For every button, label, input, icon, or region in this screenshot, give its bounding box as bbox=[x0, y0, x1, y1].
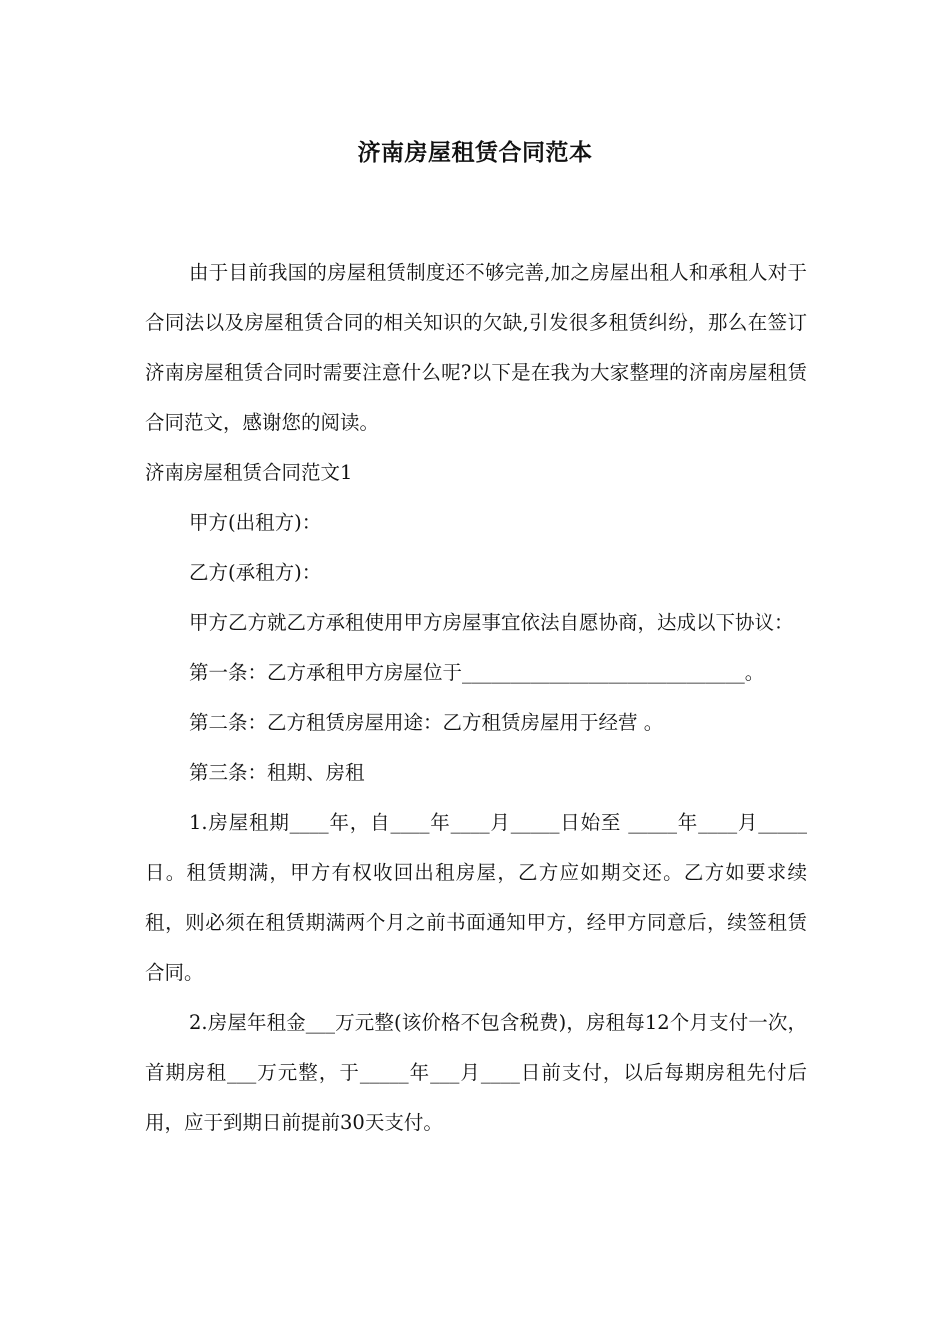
section-heading: 济南房屋租赁合同范文1 bbox=[145, 461, 353, 484]
article-3: 第三条：租期、房租 bbox=[189, 761, 365, 784]
document-body bbox=[145, 248, 807, 1148]
article-2: 第二条：乙方租赁房屋用途：乙方租赁房屋用于经营 。 bbox=[189, 711, 664, 734]
document-title: 济南房屋租赁合同范本 bbox=[357, 140, 593, 166]
clause-2: 2.房屋年租金___万元整(该价格不包含税费)，房租每12个月支付一次，首期房租___万元整，于_____年___月____日前支付，以后每期房租先付后用，应于到期日前提前30天支付。 bbox=[145, 1011, 807, 1134]
clause-1: 1.房屋租期____年，自____年____月_____日始至 _____年____月_____日。租赁期满，甲方有权收回出租房屋，乙方应如期交还。乙方如要求续租，则必须在租赁期满两个月之前书面通知甲方，经甲方同意后，续签租赁合同。 bbox=[145, 811, 807, 984]
party-b-line: 乙方(承租方)： bbox=[189, 561, 322, 584]
intro-paragraph: 由于目前我国的房屋租赁制度还不够完善,加之房屋出租人和承租人对于合同法以及房屋租赁合同的相关知识的欠缺,引发很多租赁纠纷，那么在签订济南房屋租赁合同时需要注意什么呢?以下是在我为大家整理的济南房屋租赁合同范文，感谢您的阅读。 bbox=[145, 261, 807, 434]
agreement-paragraph: 甲方乙方就乙方承租使用甲方房屋事宜依法自愿协商，达成以下协议： bbox=[189, 611, 794, 634]
party-a-line: 甲方(出租方)： bbox=[189, 511, 322, 534]
article-1: 第一条：乙方承租甲方房屋位于_____________________________。 bbox=[189, 661, 765, 684]
